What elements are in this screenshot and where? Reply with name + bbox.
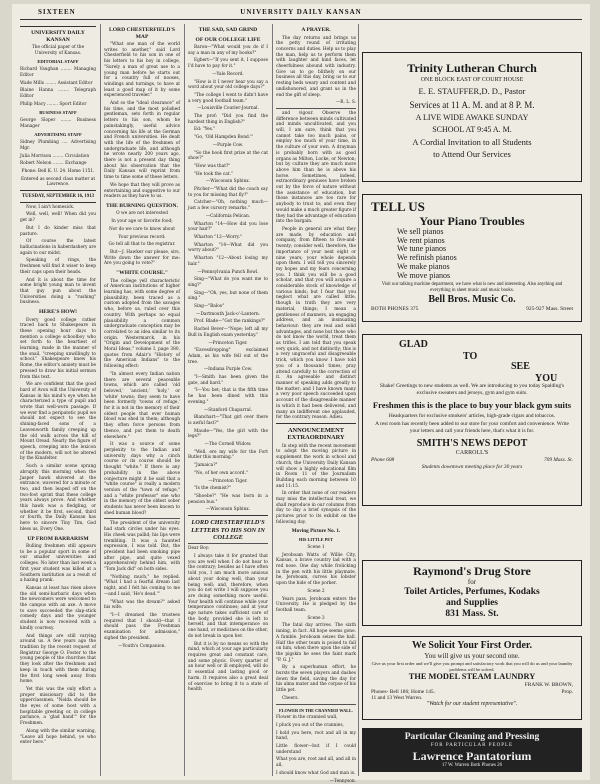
- joke-line: The prof: "Did you find the hardest thing in English?": [188, 114, 268, 125]
- article-paragraph: It was a source of some perplexity to the Indian and university days why a cinch course or its course should be thought "white." If there is any probability in the above conjecture might it be said that a "white course" is really a modern version of the "town of refuge," and a "white professor" one who in the memory of the oldest sober students has never been known to shed human blood?: [104, 442, 180, 516]
- letter-paragraph: People in general are what they are made, by education and company, from fifteen to five-and-twenty; consider well, therefore, the importance of your next eight or nine years; your whole depends upon them. I will tell you sincerely my hopes and my fears concerning you. I think you will be a good scholar, and that you will acquire a considerable stock of knowledge of various kinds; but I fear that you neglect what are called little, though in truth they are very material, things; I mean a gentleness of manners, an engaging address, and an insinuating behaviour: they are real and solid advantages, and none but those who do not know the world, treat them as trifles. I am told that you speak very quick, and not distinctly; this is a very ungraceful and disagreeable trick, which you know I have told you of a thousand times; pray attend carefully to the correction of it. An agreeable and distinct manner of speaking adds greatly to the matter; and I have known many a very poor speech succeeded upon account of the disagreeable manner in which it had been delivered, and many an indifferent one applauded, for the contrary reason. Adieu.: [276, 227, 356, 421]
- ad-laundry-representative: "Watch for our student representative".: [426, 701, 518, 708]
- verse-line: Nor do we care to know about: [108, 226, 176, 232]
- verse-line: But—J. Hawker our please, sirs, Write down the answer for me: Are you going to vote?": [104, 250, 180, 267]
- ad-lawrence-pantatorium: [362, 728, 582, 772]
- scene-label: Scene 3: [307, 615, 325, 621]
- rule: [104, 518, 180, 519]
- ad-trinity-lutheran: [362, 52, 582, 182]
- joke-credit: —Indiana Purple Cow.: [203, 367, 253, 373]
- verse-line: Your previous record:: [118, 234, 166, 240]
- joke-line: "No, of her own accord.": [194, 470, 248, 476]
- ad-laundry-phones: Phones- Bell 186; Home 145.: [371, 688, 435, 695]
- joke-line: "I—You bet; that is the fifth time he has been dined with this evening.": [188, 388, 268, 405]
- column-divider: [184, 24, 185, 776]
- ad-church-invitation-2: to Attend Our Services: [433, 149, 511, 159]
- editorial-paragraph: But I do kinder miss that pasture.: [20, 225, 96, 237]
- editorial-paragraph: Of course the latest hallucinations in haberdashery are again to our midst.: [20, 239, 96, 256]
- article-paragraph: Kansas at least has risen above the old semi-barbaric days when the newcomers were welcomed to the campus with an axe. A move to save succeeded the slap-stick comedy days and the younger student is now received with a kindly courtesy.: [20, 585, 96, 631]
- article-paragraph: Bulling freshmen still appears to be a popular sport in some of our smaller universities and colleges. No later than last week a first year student was killed at a Southern institution as a result of a hazing prank.: [20, 544, 96, 584]
- rule: [276, 704, 356, 705]
- column-divider: [358, 24, 359, 776]
- heading-prayer: A PRAYER.: [301, 27, 331, 33]
- article-paragraph: Such a similar scene sprang abruptly this morning when the Jasper hawk shivered at the entrance, wavered for a minute or two, and then leaped off on the two-foot sprint that these college years always prove. And whether this hawk was a fledgling, or whether it be first, second, third or fourth, the Daily Kansan has here to sincere Tiny Tim, God bless us, Every One.: [20, 464, 96, 532]
- office-phone: Phone: Bell K. U. 24. Home 1151.: [21, 168, 95, 174]
- ad-church-pastor: E. E. STAUFFER,D. D., Pastor: [418, 86, 526, 96]
- adv-line: Robert Nelson ........ Exchange: [20, 161, 87, 167]
- scene-text: By a superhuman effort, he bursts the seven players and dashes down the field, saving the day for his alma mater and the corpse of his little pet.: [276, 665, 356, 694]
- ad-smiths-news-depot: [362, 334, 582, 506]
- poem-line: Little flower—but if I could understand: [276, 744, 356, 755]
- joke-line: Sing—"Baloo": [194, 304, 225, 310]
- ad-drug-articles: Toilet Articles, Perfumes, Kodaks: [404, 587, 540, 597]
- article-paragraph: And so the "ideal clearance" of his time, and the most polished gentleman, sets forth in regular letters to his son, whom he painstakingly, useful advice concerning his life at the German and French universities. He dealt with the life of the freshmen of undergraduate life, and although he wrote nearly 200 years ago, there is not a present day thing about his observation that the Daily Kansan will reprint from time to time some of these letters.: [104, 101, 180, 181]
- ad-news-word: GLAD: [399, 339, 428, 350]
- ad-news-meeting-place: Students downtown meeting place for 30 years: [421, 463, 523, 470]
- letter-paragraph: and vigour. Observe the difference between minds cultivated and minds uncultivated, and you will, I am sure, think that you cannot take too much pains, or employ too much of your time, in the culture of your own. A drayman is probably born with as good organs as Milton, Locke, or Newton; but by culture they are much more above him than he is above his horse. Sometimes, indeed, extraordinary geniuses have broken out by the force of nature without the assistance of education, but those instances are too rare for anybody to trust to; and even they would make a much greater figure if they had the advantage of education into the bargain.: [276, 110, 356, 225]
- joke-line: Rachel Bever—"Nope; left all my Bull in English exam yesterday.": [188, 327, 268, 338]
- heading-sad-grind: THE SAD, SAD GRIND: [198, 27, 258, 33]
- joke-line: "Shoebe?" "He was born in a pension bus.": [188, 494, 268, 505]
- source-credit: —Youth's Companion.: [118, 643, 166, 649]
- ad-news-word: TO: [463, 351, 478, 362]
- joke-line: Wharton "14—How did you lose your hair?": [188, 221, 268, 233]
- joke-line: "How is it I never hear you say a word about your old college days?": [188, 79, 268, 91]
- joke-line: "Well, ere my wife for the Fort Butler this morning.": [188, 449, 268, 461]
- article-paragraph: "In almost every Indian nation there are several peaceable towns, which are called 'old beloved,' 'ancient,' 'holy,' or 'white' towns; they seem to have been formerly 'towns of refuge,' for it is not in the memory of their oldest people that ever human blood was shed in them; although they often force persons from thence, and put them to death elsewhere.": [104, 371, 180, 440]
- joke-line: Sing—"What do you want me to sing?": [188, 277, 268, 288]
- article-paragraph: The president of the university had stark circles under his eyes. His cheek was pallid; his lips were trembling. It was a haunted expression, I was told. But, the president had been smoking pipe after pipe, and quite vexed apprehensively behind him, with "Tom Jack did" on both sides.: [104, 521, 180, 573]
- joke-credit: —Purple Cow.: [212, 142, 244, 148]
- announcement-paragraph: In step with the recent movement to adopt the moving picture in supplement the work in school and church, the University Daily Kansan will show a highly educational film in Room 11 of the Journalism Building each morning between 10 and 11:15.: [276, 443, 356, 489]
- article-paragraph: We are confident that the good bard of Avon will the University of Kansas in his mind's eye when he characterized a type of pupil and wrote that well-worn passage. If we ever find a peripatetic pupil we should not expect to see the shining-faced sons of a Leavenworth family creeping up the old walk across the hill of Mount Oread. Nearly the figure of speech, creeping into the lexicon of the modern, will not be altered by the Kinafelter.: [20, 382, 96, 462]
- joke-credit: —Princeton Tiger.: [208, 478, 248, 484]
- ad-news-greeting: [371, 339, 573, 383]
- editorial-paragraph: Speaking of rings, the freshmen will find it wiser to keep their caps upon their heads.: [20, 258, 96, 275]
- joke-credit: —California Pelican.: [205, 213, 251, 219]
- ad-bell-bros-pianos: [362, 194, 582, 322]
- joke-line: Maude—"Yes, the girl with the legs?": [188, 428, 268, 440]
- letter-salutation: Dear Boy:: [188, 546, 210, 552]
- paper-subtitle: The official paper of the University of Kansas.: [31, 45, 85, 56]
- ad-drug-name: Raymond's Drug Store: [413, 564, 531, 578]
- article-paragraph: The college yell characteristic of American institutions of higher learning has, with some degree of plausibility, been traced as a custom adopted from the savages who, before us, ruled over this country. With perhaps no equal plausibility a common undergraduate conception may be correlated to an idea similar to its origin. Westermarck, in his "Origin and Development of the Moral Ideas," volume I, page 380, quotes from Adair's "History of the American Indians" to the following effect:: [104, 278, 180, 370]
- joke-line: Wharton "14—What did you worry about?": [188, 242, 268, 254]
- prayer-signature: —R. L. S.: [335, 100, 356, 106]
- heading-chesterfield-map: LORD CHESTERFIELD'S MAP: [108, 27, 176, 40]
- spacer: [302, 24, 303, 25]
- ad-drug-for: for: [467, 578, 477, 586]
- scene-text: The fatal day arrives. The sixth inning, in fact. All hope seems gone. A fumble. Jeroboam seizes the ball. Half the other team is poised to fall on him, when there upon the side of the pigskin he sees the faint mark "P. G. J.": [276, 623, 356, 663]
- rule: [20, 26, 96, 27]
- joke-line: Pitcher—"What did the coach say to you for missing that fly?": [188, 187, 268, 198]
- editorial-paragraph: Now, I ain't homesick.: [26, 204, 75, 210]
- masthead-rule: [20, 19, 582, 20]
- issue-date: TUESDAY, SEPTEMBER 16, 1913: [21, 194, 95, 200]
- ad-news-headquarters: Headquarters for exclusive smokers' articles, high-grade cigars and tobaccos.: [388, 412, 556, 419]
- joke-credit: —Wisconsin Sphinx.: [205, 507, 251, 513]
- ad-piano-service: We tune pianos: [397, 244, 447, 254]
- joke-line: Ed: "Yes.": [194, 127, 216, 133]
- editorial-paragraph: And it is about the time for some bright young man to invent that guy pun about the Universities doing a "rushing" business.: [20, 277, 96, 306]
- ad-church-sunday-school: A LIVE WIDE AWAKE SUNDAY: [415, 113, 529, 122]
- verse-line: O we are not interested: [116, 211, 168, 217]
- column-divider: [272, 24, 273, 776]
- joke-line: "Go, 'Old Hampden Bond.'": [194, 135, 254, 141]
- verse-line: In your age or favorite food;: [111, 219, 173, 225]
- ad-raymonds-drug-store: [362, 560, 582, 626]
- column-editorial: [20, 24, 96, 776]
- article-paragraph: We hope that they will prove as entertaining and suggestive to our readers as they have to us.: [104, 182, 180, 200]
- newspaper-page: [12, 4, 590, 784]
- ad-laundry-pitch: Give us your first order and we'll give you prompt and satisfactory work that you will do us and your laundry problems will be solved.: [371, 661, 573, 672]
- ad-piano-service: We move pianos: [397, 270, 451, 280]
- ad-church-name: Trinity Lutheran Church: [407, 61, 537, 75]
- heading-heres-how: HERE'S HOW!: [38, 309, 78, 316]
- joke-line: "How was that?": [194, 163, 231, 169]
- article-paragraph: "Nothing much," he replied. "What I had a fearful dream last night, and I felt his coming to me—and I said, 'He's dead.'": [104, 574, 180, 597]
- column-jokes: [188, 24, 268, 776]
- scene-text: Cheers.: [282, 695, 299, 701]
- poem-line: What you are, root and all, and all in all,: [276, 757, 356, 769]
- moving-picture-title: Moving Picture No. 1.: [291, 527, 341, 534]
- ad-church-services: Services at 11 A. M. and at 8 P. M.: [409, 100, 535, 110]
- ad-piano-service: We refinish pianos: [397, 253, 457, 263]
- ad-church-sunday-time: SCHOOL AT 9:45 A. M.: [432, 125, 512, 134]
- ad-piano-phones: BOTH PHONES 375: [371, 306, 419, 313]
- column-prayer: [276, 24, 356, 784]
- staff-heading: EDITORIAL STAFF: [37, 59, 79, 65]
- joke-credit: —Stanford Chaparral.: [204, 407, 252, 413]
- heading-barbarism: UP FROM BARBARISM: [27, 535, 89, 542]
- ad-news-store-name: SMITH'S NEWS DEPOT: [416, 437, 528, 449]
- staff-line: Blaine Hanna ........ Telegraph Editor: [20, 88, 96, 99]
- rule: [276, 423, 356, 424]
- joke-line: Blanchart—"That girl over there is awful fast?": [188, 415, 268, 426]
- column-divider: [100, 24, 101, 776]
- joke-credit: —Princeton Tiger.: [208, 340, 248, 346]
- ad-laundry-name: THE MODEL STEAM LAUNDRY: [408, 672, 536, 682]
- ad-piano-service: We make pianos: [397, 261, 450, 271]
- ad-laundry-owner: FRANK W. BROWN,: [524, 682, 573, 689]
- ad-news-freshmen: Freshmen this is the place to buy your black gym suits: [372, 399, 572, 410]
- ad-drug-address: 831 Mass. St.: [445, 609, 499, 619]
- editorial-paragraph: Well, well, well! When did you get in?: [20, 212, 96, 224]
- joke-line: "Eavesdropping" exclaimed Adam, as his wife fell out of the tree.: [188, 348, 268, 365]
- ad-drug-supplies: and Supplies: [445, 598, 499, 608]
- page-number: SIXTEEN: [38, 8, 76, 16]
- heading-burning-question: THE BURNING QUESTION.: [106, 202, 178, 209]
- joke-line: Sing—"Oh, yes, but none of them sing.": [188, 290, 268, 302]
- scene-label: Scene 1: [307, 544, 325, 550]
- ad-laundry-subhead: You will give us your second one.: [424, 652, 520, 660]
- staff-line: Philip Macy ........ Sport Editor: [20, 101, 87, 107]
- joke-line: "I—Smith has been given the gate, and hard.": [188, 375, 268, 386]
- ad-news-phone: Phone 608: [371, 456, 395, 463]
- ad-news-shake: Shake! Greetings to new students as well. We are introducing to you today Spalding's exclusive sweaters and jerseys, gym and gym suits.: [379, 383, 565, 396]
- masthead-title: UNIVERSITY DAILY KANSAN: [240, 8, 362, 16]
- staff-line: Wade Mills ........ Assistant Editor: [20, 80, 93, 86]
- joke-line: "Is the chemist?": [194, 486, 232, 492]
- article-paragraph: Along with the similar warning, "Leave all hope behind, ye who enter here.": [20, 728, 96, 746]
- rule: [276, 108, 356, 109]
- paper-title: UNIVERSITY DAILY KANSAN: [31, 30, 85, 43]
- joke-line: Egbert—"If you sent it, I suppose I'd have to pay for it.": [188, 58, 268, 70]
- heading-college-life: OF OUR COLLEGE LIFE: [195, 36, 261, 43]
- ad-laundry-headline: We Solicit Your First Order.: [412, 640, 532, 651]
- office-note: Entered as second class matter at Lawrence.: [20, 176, 96, 188]
- ad-news-carrolls: CARROLL'S: [455, 449, 489, 456]
- advertising-heading: ADVERTISING STAFF: [34, 132, 82, 138]
- ad-piano-service: We rent pianos: [397, 235, 445, 245]
- ad-model-steam-laundry: [362, 636, 582, 720]
- heading-white-course: "WHITE COURSE.": [116, 270, 168, 277]
- joke-line: Baron—"What would you do if I say a man in any of my books?": [188, 45, 268, 56]
- ad-piano-talking-machine: Visit our talking machine department, we have what is new and interesting. Also anything and everything in sheet music and music books.: [381, 282, 563, 294]
- business-line: George Sloper ........ Business Manager: [20, 118, 96, 129]
- adv-line: Julia Morrison ........ Circulation: [20, 153, 90, 159]
- joke-credit: —The Cornell Widow.: [204, 442, 252, 448]
- rule: [20, 202, 96, 203]
- poem-line: I hold you here, root and all in my hand,: [276, 730, 356, 742]
- adv-line: Sidney Plumbing .... Advertising Mgr.: [20, 140, 96, 151]
- article-paragraph: "I—I dreamed the trustees required that I should—that I should pass the Freshman examination for admission," sighed the president.: [104, 612, 180, 641]
- ad-cleaning-subhead: FOR PARTICULAR PEOPLE: [430, 743, 514, 748]
- ad-piano-tell-us: TELL US: [371, 199, 425, 214]
- ad-news-rest-room: A rest room has recently been added to our store for your comfort and convenience. Write your letters and call your friends here, that's what it is for.: [375, 421, 569, 435]
- joke-line: Prof. Blade—"Got the rankings?": [194, 319, 266, 325]
- article-paragraph: Yet this was the only effort a proper missionary did to the upperclassmen. "Nelda should be the eyes of some host with a hospitable greeting or, in college parlance, a 'glad hand'" for the Freshmen.: [20, 686, 96, 727]
- joke-credit: —Yale Record.: [212, 71, 244, 77]
- heading-lord-chesterfield-letters: LORD CHESTERFIELD'S LETTERS TO HIS SON IN COLLEGE: [191, 519, 265, 541]
- ad-laundry-address: 11 and 13 West Warren.: [371, 695, 423, 701]
- joke-line: "The college I went to didn't have a very good football team.": [188, 92, 268, 104]
- joke-line: Wharton "12—Worry.": [194, 234, 243, 240]
- poem-line: I pluck you out of the crannies,: [276, 722, 344, 728]
- ad-cleaning-headline: Particular Cleaning and Pressing: [404, 732, 540, 742]
- ad-news-word: YOU: [535, 373, 558, 384]
- joke-line: Catcher—"Oh, nothing much—just a few cursory remarks.": [188, 200, 268, 212]
- joke-line: Wharton "12—About losing my hair.": [188, 256, 268, 267]
- joke-line: "So the book first prize at the cat show?": [188, 150, 268, 162]
- heading-flower: FLOWER IN THE CRANNIED WALL.: [279, 707, 353, 713]
- column-chesterfield: [104, 24, 180, 776]
- article-paragraph: And things are still varying around us. A few years ago the tradition by the recent request of Registrar George O. Foster to the young people of the churches that they look after the freshmen and keep in touch with them during the first long week away from home.: [20, 633, 96, 685]
- ad-cleaning-contact: 17 W. Warren Both Phones 26: [441, 763, 503, 768]
- joke-credit: —Wisconsin Sphinx.: [205, 179, 251, 185]
- ad-piano-service: We sell pianos: [397, 227, 444, 236]
- joke-credit: —Pennsylvania Punch Bowl.: [197, 269, 259, 275]
- business-heading: BUSINESS STAFF: [39, 110, 77, 116]
- verse-line: Go tell all that to the registrar.: [108, 242, 176, 248]
- article-paragraph: Every good college rather traced back to Shakespeare in these opening hour days to mention a college schoolboy who set forth to the heartiest of learning, made in the manner of the snail, "creeping unwillingly to school." Shakespeare knew his Rome, the editor's anxiety must be pressed to draw his initial sermon from this text.: [20, 317, 96, 380]
- article-paragraph: "What was the dream?" asked his wife.: [104, 599, 180, 611]
- ad-piano-headline: Your Piano Troubles: [419, 214, 525, 228]
- poem-line: I should know what God and man is.: [276, 770, 356, 776]
- poem-line: Flower in the crannied wall,: [276, 715, 338, 721]
- scene-text: Years pass. Jeroboam enters the University. He is pledged by the football team.: [276, 596, 356, 613]
- scene-text: Jeroboam Watts of Willie City, Kansas, a brave country lad with a red nose. One day while frolicking in the pen with his little playmate, he, Jeroboam, curves his lobster upon the hide of the porker.: [276, 552, 356, 587]
- joke-line: "He took the cat.": [194, 171, 233, 177]
- ad-piano-contact: [371, 306, 573, 313]
- article-paragraph: "What one man of the world writes to another," said Lord Chesterfield to his son in one of his letters to his boy in college, "Surely a man of great use to a young man before he starts out for a country full of nooses, windings and turnings, to have at least a good map of it by some experienced traveler.": [104, 42, 180, 99]
- ad-laundry-prop: Prop.: [561, 688, 573, 695]
- joke-credit: —Louisville Courier-Journal.: [197, 106, 259, 112]
- scene-label: Scene 2: [307, 588, 325, 594]
- prayer-text: The day returns and brings us the petty round of irritating concerns and duties. Help us to play the man, help us to perform them with laughter and kind faces, let cheerfulness abound with industry. Give us to go blithely on our business all this day, bring us to our resting beds weary and content and undishonored, and grant us in the end the gift of sleep.: [276, 35, 356, 98]
- letter-paragraph: I always take it for granted that you are well when I do not hear to the contrary; besides as I have often told you, I am much more anxious about your doing well, than your being well; and, therefore, when you do not write I will suppose you are doing something more useful. Your health will continue while your temperance continues; and at your age nature takes sufficient care of the body, provided she is left to herself, and that intemperance on one hand, or medicines on the other, do not break in upon her.: [188, 554, 268, 639]
- ad-church-invitation: A Cordial Invitation to all Students: [412, 137, 532, 147]
- rule: [20, 190, 96, 191]
- letter-paragraph: But it is by no means so with the mind, which at your age particularly requires great and constant care, and some physic. Every quarter of an hour well or ill employed, will do it essential and lasting good or harm. It requires also a great deal of exercise to bring it to a state of health: [188, 641, 268, 693]
- announcement-paragraph: In order that none of our readers may miss the intellectual treat, we shall reproduce in our columns from day to day a brief synopsis of the pictures prior to its exhibit on the following day.: [276, 491, 356, 525]
- rule: [188, 543, 268, 544]
- poem-signature: —Tennyson.: [329, 778, 356, 784]
- heading-announcement: ANNOUNCEMENT EXTRAORDINARY: [287, 426, 345, 442]
- ad-piano-address: 925-927 Mass. Street: [526, 306, 573, 313]
- rule: [188, 515, 268, 516]
- ad-news-address: 709 Mass. St.: [543, 456, 573, 463]
- ad-piano-company: Bell Bros. Music Co.: [428, 294, 516, 306]
- ad-church-location: ONE BLOCK EAST OF COURT HOUSE: [420, 77, 524, 83]
- joke-line: "Jamaica?": [194, 463, 218, 469]
- joke-credit: —Dartmouth Jack-o'-Lantern.: [196, 311, 260, 317]
- ad-cleaning-name: Lawrence Pantatorium: [412, 749, 532, 763]
- heading-little-pet: HIS LITTLE PET: [299, 537, 333, 543]
- ad-news-word: SEE: [511, 361, 530, 372]
- staff-line: Richard Vaughan ........ Managing Editor: [20, 67, 96, 78]
- ad-news-contact: [371, 457, 573, 464]
